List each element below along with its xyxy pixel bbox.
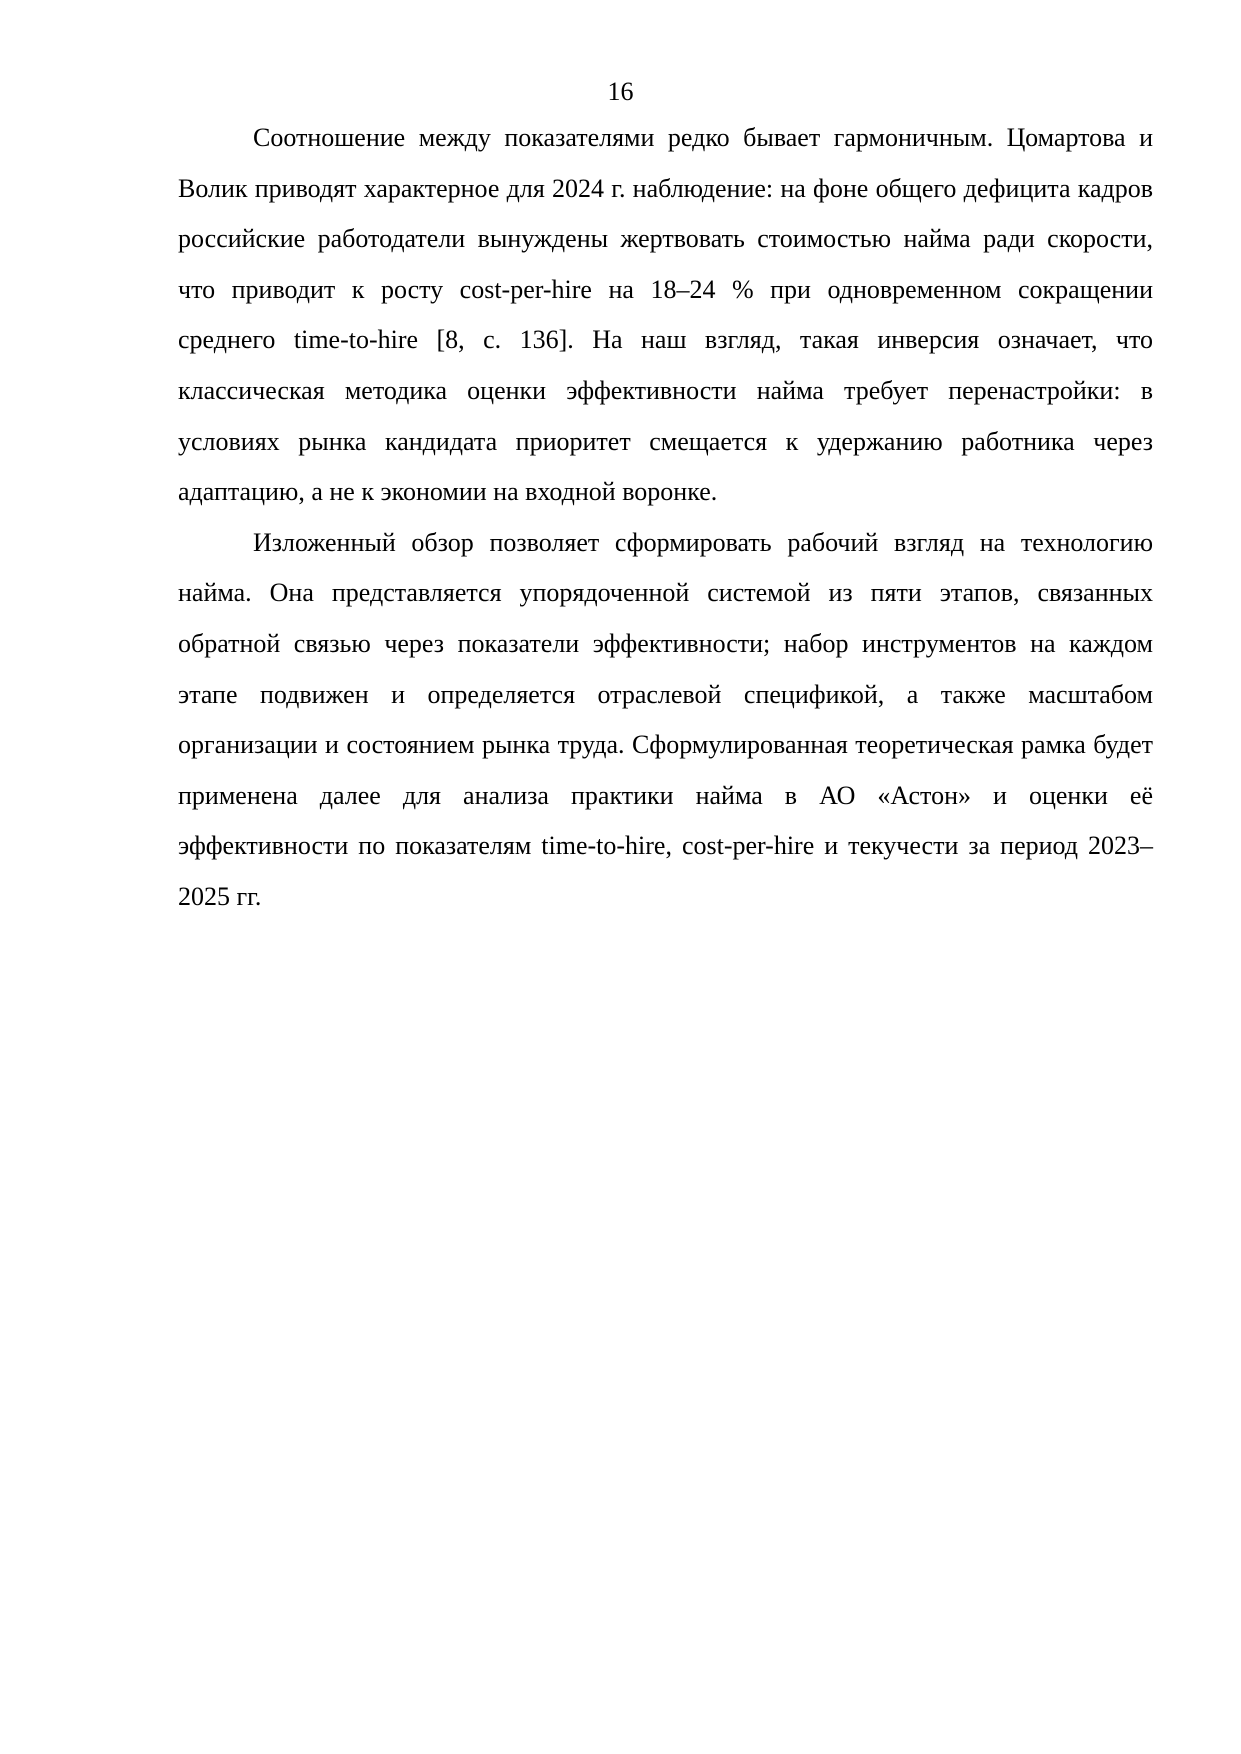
text-body [178,113,1153,923]
page-number: 16 [607,77,634,106]
paragraph-1: Соотношение между показателями редко бывает гармоничным. Цомартова и Волик приводят характерное для 2024 г. наблюдение: на фоне общего дефицита кадров российские работодатели вынуждены жертвовать стоимостью найма ради скорости, что приводит к росту cost-per-hire на 18–24 % при одновременном сокращении среднего time-to-hire [8, с. 136]. На наш взгляд, такая инверсия означает, что классическая методика оценки эффективности найма требует перенастройки: в условиях рынка кандидата приоритет смещается к удержанию работника через адаптацию, а не к экономии на входной воронке. [178,123,1153,507]
paragraph-2: Изложенный обзор позволяет сформировать рабочий взгляд на технологию найма. Она представляется упорядоченной системой из пяти этапов, связанных обратной связью через показатели эффективности; набор инструментов на каждом этапе подвижен и определяется отраслевой спецификой, а также масштабом организации и состоянием рынка труда. Сформулированная теоретическая рамка будет применена далее для анализа практики найма в АО «Астон» и оценки её эффективности по показателям time-to-hire, cost-per-hire и текучести за период 2023–2025 гг. [178,527,1153,911]
